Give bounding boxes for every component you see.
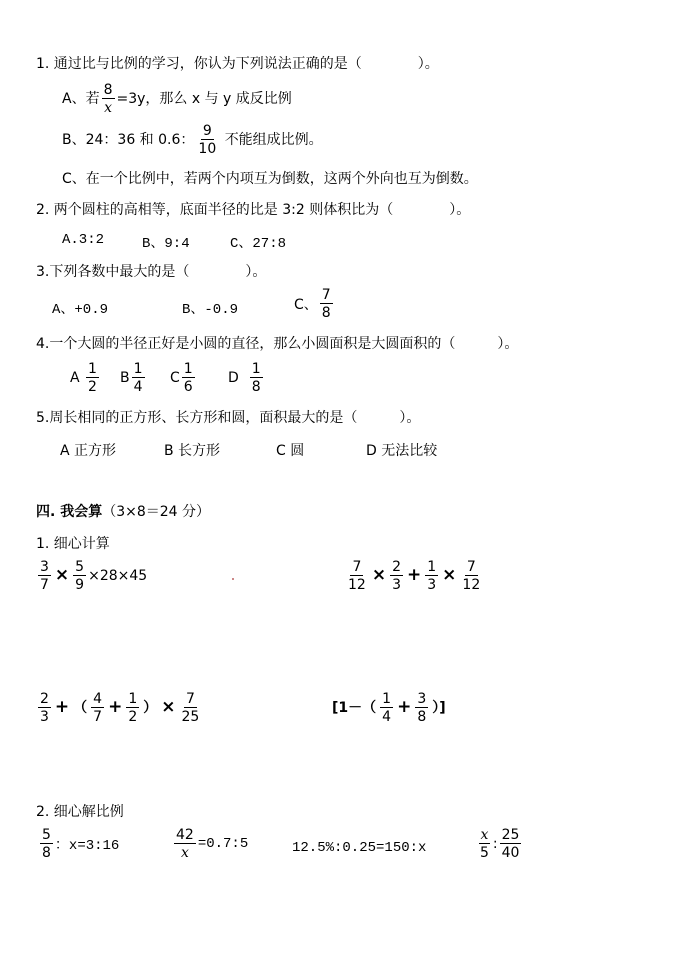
q5-stem: 5.周长相同的正方形、长方形和圆，面积最大的是（ ）。 xyxy=(36,410,421,426)
calc-expression-4: [1－（ $\frac{1}{4}$ + $\frac{3}{8}$ ）] xyxy=(332,691,446,725)
calc-expression-1: $\frac{3}{7}$ × $\frac{5}{9}$ ×28×45 xyxy=(40,559,148,593)
calc-expression-2: $\frac{7}{12}$ × $\frac{2}{3}$ + $\frac{1}{3}$ × $\frac{7}{12}$ xyxy=(348,559,481,593)
q2-option-c: C、27:8 xyxy=(230,236,287,252)
q4-option-a: A $\frac{1}{2}$ xyxy=(70,361,97,395)
q4-option-d: D $\frac{1}{8}$ xyxy=(228,361,261,395)
fraction: $\frac{7}{8}$ xyxy=(321,287,331,321)
q1-option-c: C、在一个比例中，若两个内项互为倒数，这两个外向也互为倒数。 xyxy=(62,171,478,187)
q2-stem: 2. 两个圆柱的高相等，底面半径的比是 3:2 则体积比为（ ）。 xyxy=(36,202,471,218)
section-score: （3×8＝24 分） xyxy=(102,504,211,520)
q4-option-c: C $\frac{1}{6}$ xyxy=(170,361,193,395)
q1-option-b: B、24：36 和 0.6： $\frac{9}{10}$ 不能组成比例。 xyxy=(62,123,323,157)
q5-option-b: B 长方形 xyxy=(164,443,221,459)
proportion-heading: 2. 细心解比例 xyxy=(36,804,124,820)
q4-option-b: B $\frac{1}{4}$ xyxy=(120,361,143,395)
q5-option-d: D 无法比较 xyxy=(366,443,438,459)
q1-option-a: A、若 $\frac{8}{x}$ =3y，那么 x 与 y 成反比例 xyxy=(62,82,292,116)
q5-option-c: C 圆 xyxy=(276,443,305,459)
q3-option-a: A、+0.9 xyxy=(52,302,109,318)
proportion-4: $\frac{x}{5}$ : $\frac{25}{40}$ xyxy=(480,827,520,861)
calc-heading: 1. 细心计算 xyxy=(36,536,110,552)
section-heading xyxy=(36,502,210,522)
q2-option-b: B、9:4 xyxy=(142,236,190,252)
fraction: $\frac{9}{10}$ xyxy=(198,123,217,157)
q5-option-a: A 正方形 xyxy=(60,443,117,459)
q4-stem: 4.一个大圆的半径正好是小圆的直径，那么小圆面积是大圆面积的（ ）。 xyxy=(36,336,519,352)
proportion-1: $\frac{5}{8}$ ：x=3:16 xyxy=(42,827,120,861)
proportion-3: 12.5%:0.25=150:x xyxy=(292,840,427,856)
q2-option-a: A.3:2 xyxy=(62,232,105,248)
stray-mark xyxy=(232,578,234,580)
q3-option-b: B、-0.9 xyxy=(182,302,239,318)
proportion-2: $\frac{42}{x}$ =0.7:5 xyxy=(176,827,249,861)
section-title: 四. 我会算 xyxy=(36,504,103,520)
q3-stem: 3.下列各数中最大的是（ ）。 xyxy=(36,264,267,280)
calc-expression-3: $\frac{2}{3}$ + （ $\frac{4}{7}$ + $\frac{1}{2}$ ） × $\frac{7}{25}$ xyxy=(40,691,200,725)
q1-stem: 1. 通过比与比例的学习，你认为下列说法正确的是（ ）。 xyxy=(36,56,439,72)
q3-option-c: C、 $\frac{7}{8}$ xyxy=(294,287,331,321)
fraction: $\frac{8}{x}$ xyxy=(103,82,113,116)
